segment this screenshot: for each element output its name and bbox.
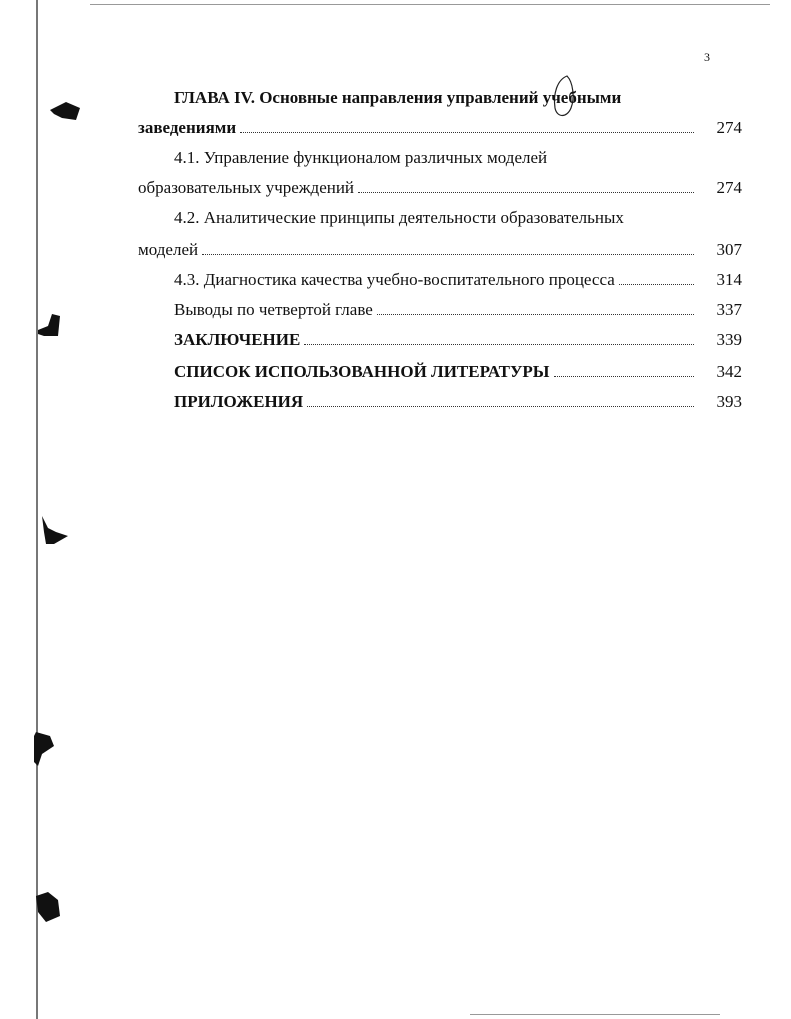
dot-leader bbox=[554, 376, 695, 377]
binder-hole-mark-3 bbox=[38, 514, 74, 548]
dot-leader bbox=[619, 284, 694, 285]
dot-leader bbox=[202, 254, 694, 255]
page-number: 3 bbox=[704, 50, 710, 64]
dot-leader bbox=[358, 192, 694, 193]
dot-leader bbox=[240, 132, 694, 133]
chapter4-title-line1: ГЛАВА IV. Основные направления управлений учебными bbox=[174, 88, 622, 107]
conclusion-page: 339 bbox=[716, 330, 742, 349]
chapter4-conclusions-entry bbox=[174, 300, 742, 320]
binder-hole-mark-2 bbox=[34, 310, 66, 342]
section-4-3-entry bbox=[174, 270, 742, 290]
bibliography-entry bbox=[174, 362, 742, 382]
section-4-1-line1: 4.1. Управление функционалом различных моделей bbox=[174, 148, 548, 167]
conclusion-title: ЗАКЛЮЧЕНИЕ bbox=[174, 330, 301, 349]
section-4-3-page: 314 bbox=[716, 270, 742, 289]
chapter4-conclusions-title: Выводы по четвертой главе bbox=[174, 300, 373, 319]
section-4-1-line2: образовательных учреждений bbox=[138, 178, 355, 197]
scan-border-top bbox=[90, 4, 770, 5]
chapter4-conclusions-page: 337 bbox=[716, 300, 742, 319]
chapter4-entry bbox=[138, 118, 742, 138]
conclusion-entry bbox=[174, 330, 742, 350]
dot-leader bbox=[304, 344, 694, 345]
appendix-entry bbox=[174, 392, 742, 412]
section-4-2-line1: 4.2. Аналитические принципы деятельности образовательных bbox=[174, 208, 624, 227]
appendix-title: ПРИЛОЖЕНИЯ bbox=[174, 392, 304, 411]
dot-leader bbox=[377, 314, 694, 315]
binder-hole-mark-5 bbox=[32, 888, 66, 928]
dot-leader bbox=[307, 406, 694, 407]
bibliography-title: СПИСОК ИСПОЛЬЗОВАННОЙ ЛИТЕРАТУРЫ bbox=[174, 362, 550, 381]
binder-hole-mark-1 bbox=[48, 98, 88, 128]
scan-border-bottom bbox=[470, 1014, 720, 1015]
appendix-page: 393 bbox=[716, 392, 742, 411]
section-4-2-page: 307 bbox=[716, 240, 742, 259]
chapter4-title-line2: заведениями bbox=[138, 118, 237, 137]
section-4-3-title: 4.3. Диагностика качества учебно-воспитательного процесса bbox=[174, 270, 615, 289]
section-4-1-page: 274 bbox=[716, 178, 742, 197]
section-4-2-line2: моделей bbox=[138, 240, 199, 259]
binder-hole-mark-4 bbox=[30, 728, 60, 768]
chapter4-page: 274 bbox=[716, 118, 742, 137]
bibliography-page: 342 bbox=[716, 362, 742, 381]
section-4-1-entry bbox=[138, 178, 742, 198]
scan-border-left bbox=[36, 0, 38, 1019]
section-4-2-entry bbox=[138, 240, 742, 260]
